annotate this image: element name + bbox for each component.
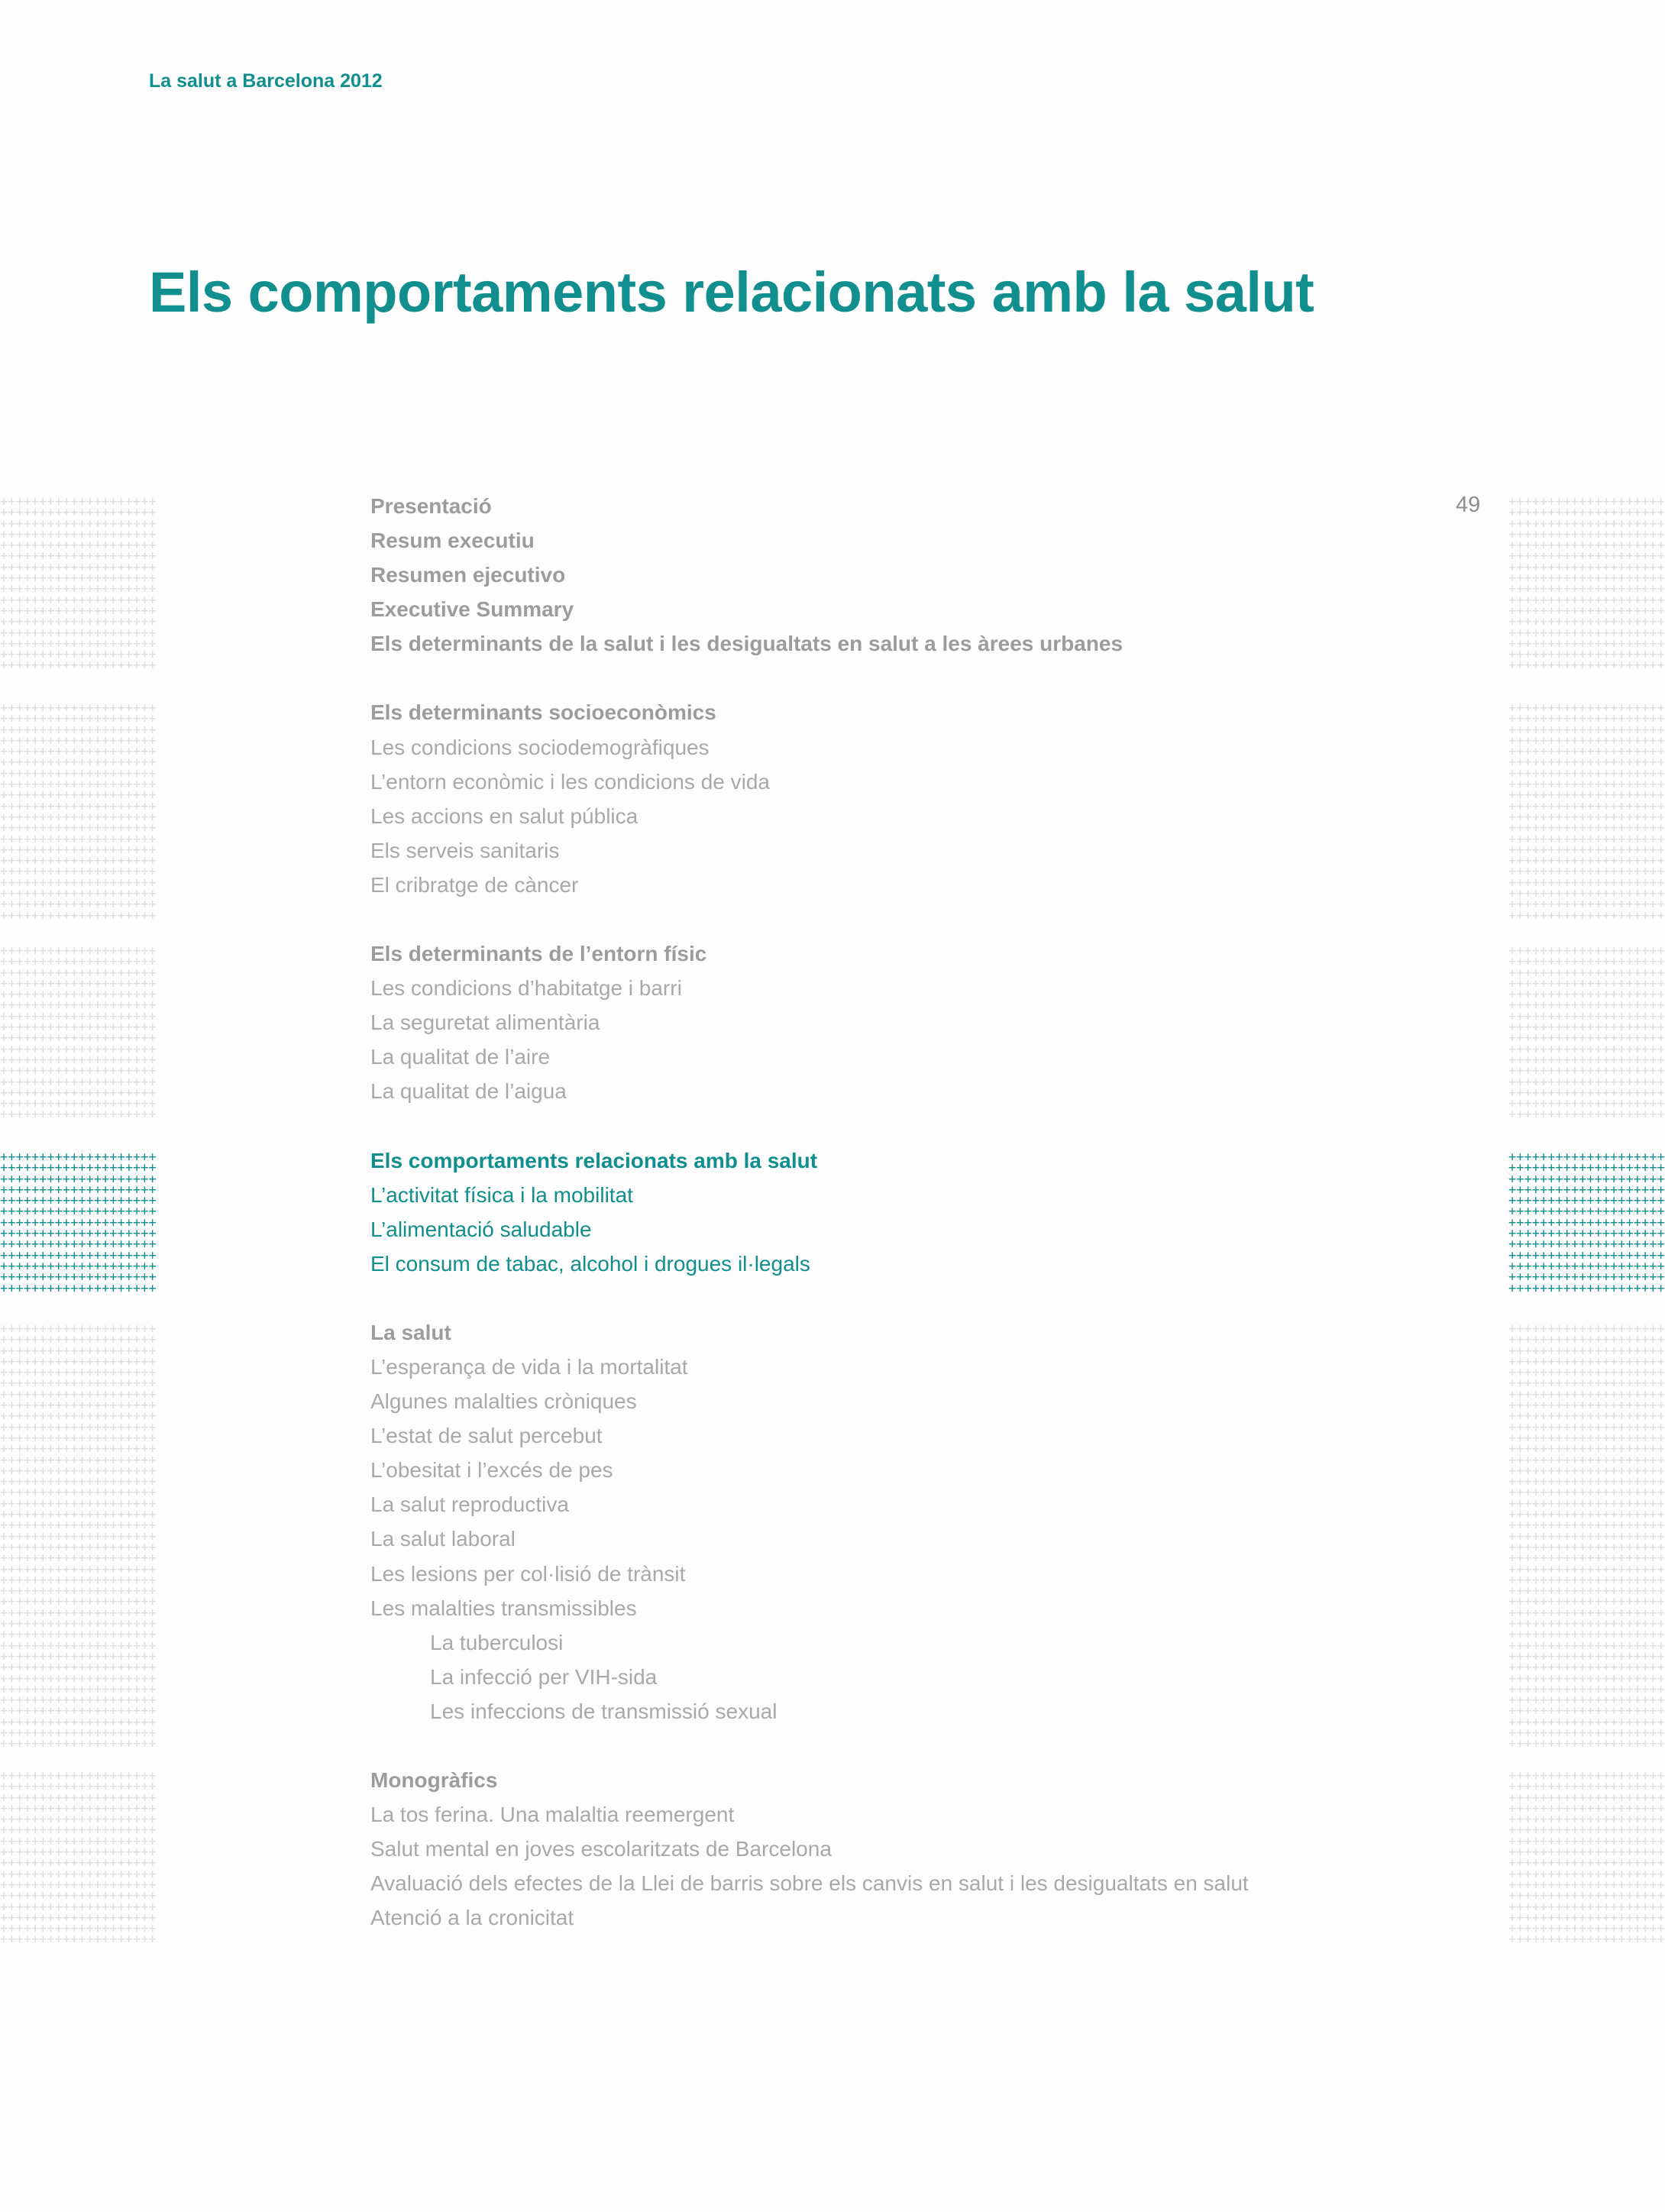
plus-pattern-left-intro: ++++++++++++++++++++ ++++++++++++++++++++ ++++++++++++++++++++ ++++++++++++++++++++ ++++++++++++++++++++ ++++++++++++++++++++ ++++++++++++++++++++ ++++++++++++++++++++ ++++++++++++++++++++ ++++++++++++++++++++ ++++++++++++++++++++ ++++++++++++++++++++ ++++++++++++++++++++ ++++++++++++++++++++ ++++++++++++++++++++ ++++++++++++++++++++ <box>0 494 157 674</box>
toc-item[interactable]: Atenció a la cronicitat <box>370 1906 574 1930</box>
toc-item[interactable]: L’alimentació saludable <box>370 1217 592 1241</box>
toc-section-heading[interactable]: Els comportaments relacionats amb la salut <box>370 1148 818 1172</box>
toc-subitem[interactable]: La infecció per VIH-sida <box>430 1664 658 1689</box>
plus-pattern-left-health: ++++++++++++++++++++ ++++++++++++++++++++ ++++++++++++++++++++ ++++++++++++++++++++ ++++++++++++++++++++ ++++++++++++++++++++ ++++++++++++++++++++ ++++++++++++++++++++ ++++++++++++++++++++ ++++++++++++++++++++ ++++++++++++++++++++ ++++++++++++++++++++ ++++++++++++++++++++ ++++++++++++++++++++ ++++++++++++++++++++ ++++++++++++++++++++ ++++++++++++++++++++ ++++++++++++++++++++ ++++++++++++++++++++ ++++++++++++++++++++ ++++++++++++++++++++ ++++++++++++++++++++ ++++++++++++++++++++ ++++++++++++++++++++ ++++++++++++++++++++ ++++++++++++++++++++ ++++++++++++++++++++ ++++++++++++++++++++ ++++++++++++++++++++ ++++++++++++++++++++ ++++++++++++++++++++ ++++++++++++++++++++ ++++++++++++++++++++ ++++++++++++++++++++ ++++++++++++++++++++ ++++++++++++++++++++ ++++++++++++++++++++ ++++++++++++++++++++ ++++++++++++++++++++ <box>0 1321 157 1752</box>
plus-pattern-left-behaviours: ++++++++++++++++++++ ++++++++++++++++++++ ++++++++++++++++++++ ++++++++++++++++++++ ++++++++++++++++++++ ++++++++++++++++++++ ++++++++++++++++++++ ++++++++++++++++++++ ++++++++++++++++++++ ++++++++++++++++++++ ++++++++++++++++++++ ++++++++++++++++++++ ++++++++++++++++++++ <box>0 1150 157 1296</box>
toc-item[interactable]: Les malalties transmissibles <box>370 1596 637 1620</box>
toc-item[interactable]: El consum de tabac, alcohol i drogues il·legals <box>370 1251 810 1276</box>
toc-item[interactable]: La tos ferina. Una malaltia reemergent <box>370 1803 735 1827</box>
page-number: 49 <box>1456 493 1481 517</box>
toc-subitem[interactable]: La tuberculosi <box>430 1630 564 1654</box>
table-of-contents <box>370 489 1440 1969</box>
toc-item[interactable]: Les accions en salut pública <box>370 804 639 828</box>
toc-section-heading[interactable]: La salut <box>370 1320 451 1344</box>
toc-item[interactable]: Els determinants de la salut i les desigualtats en salut a les àrees urbanes <box>370 632 1123 656</box>
plus-pattern-right-health: ++++++++++++++++++++ ++++++++++++++++++++ ++++++++++++++++++++ ++++++++++++++++++++ ++++++++++++++++++++ ++++++++++++++++++++ ++++++++++++++++++++ ++++++++++++++++++++ ++++++++++++++++++++ ++++++++++++++++++++ ++++++++++++++++++++ ++++++++++++++++++++ ++++++++++++++++++++ ++++++++++++++++++++ ++++++++++++++++++++ ++++++++++++++++++++ ++++++++++++++++++++ ++++++++++++++++++++ ++++++++++++++++++++ ++++++++++++++++++++ ++++++++++++++++++++ ++++++++++++++++++++ ++++++++++++++++++++ ++++++++++++++++++++ ++++++++++++++++++++ ++++++++++++++++++++ ++++++++++++++++++++ ++++++++++++++++++++ ++++++++++++++++++++ ++++++++++++++++++++ ++++++++++++++++++++ ++++++++++++++++++++ ++++++++++++++++++++ ++++++++++++++++++++ ++++++++++++++++++++ ++++++++++++++++++++ ++++++++++++++++++++ ++++++++++++++++++++ ++++++++++++++++++++ <box>1508 1321 1665 1752</box>
chapter-title: Els comportaments relacionats amb la salut <box>149 260 1314 324</box>
toc-item[interactable]: L’estat de salut percebut <box>370 1424 603 1448</box>
toc-item[interactable]: La qualitat de l’aire <box>370 1045 551 1069</box>
toc-item[interactable]: Resumen ejecutivo <box>370 563 566 587</box>
toc-item[interactable]: La salut reproductiva <box>370 1492 569 1517</box>
toc-section-physical-environment <box>370 936 1440 1108</box>
toc-section-health <box>370 1315 1440 1729</box>
toc-section-intro <box>370 489 1440 661</box>
plus-pattern-left-monographs: ++++++++++++++++++++ ++++++++++++++++++++ ++++++++++++++++++++ ++++++++++++++++++++ ++++++++++++++++++++ ++++++++++++++++++++ ++++++++++++++++++++ ++++++++++++++++++++ ++++++++++++++++++++ ++++++++++++++++++++ ++++++++++++++++++++ ++++++++++++++++++++ ++++++++++++++++++++ ++++++++++++++++++++ ++++++++++++++++++++ ++++++++++++++++++++ <box>0 1768 157 1948</box>
toc-item[interactable]: Resum executiu <box>370 529 535 553</box>
plus-pattern-right-monographs: ++++++++++++++++++++ ++++++++++++++++++++ ++++++++++++++++++++ ++++++++++++++++++++ ++++++++++++++++++++ ++++++++++++++++++++ ++++++++++++++++++++ ++++++++++++++++++++ ++++++++++++++++++++ ++++++++++++++++++++ ++++++++++++++++++++ ++++++++++++++++++++ ++++++++++++++++++++ ++++++++++++++++++++ ++++++++++++++++++++ ++++++++++++++++++++ <box>1508 1768 1665 1948</box>
toc-section-heading[interactable]: Monogràfics <box>370 1768 498 1792</box>
toc-item[interactable]: L’esperança de vida i la mortalitat <box>370 1354 688 1379</box>
plus-pattern-right-physical: ++++++++++++++++++++ ++++++++++++++++++++ ++++++++++++++++++++ ++++++++++++++++++++ ++++++++++++++++++++ ++++++++++++++++++++ ++++++++++++++++++++ ++++++++++++++++++++ ++++++++++++++++++++ ++++++++++++++++++++ ++++++++++++++++++++ ++++++++++++++++++++ ++++++++++++++++++++ ++++++++++++++++++++ ++++++++++++++++++++ ++++++++++++++++++++ <box>1508 943 1665 1123</box>
toc-section-heading[interactable]: Els determinants de l’entorn físic <box>370 942 707 966</box>
toc-item[interactable]: El cribratge de càncer <box>370 872 579 897</box>
toc-item[interactable]: La qualitat de l’aigua <box>370 1079 567 1104</box>
running-header: La salut a Barcelona 2012 <box>149 70 383 92</box>
toc-item[interactable]: L’activitat física i la mobilitat <box>370 1182 633 1207</box>
toc-subitem[interactable]: Les infeccions de transmissió sexual <box>430 1699 778 1723</box>
toc-section-socioeconomics <box>370 695 1440 902</box>
toc-item[interactable]: La salut laboral <box>370 1527 516 1551</box>
toc-item[interactable]: L’obesitat i l’excés de pes <box>370 1458 613 1483</box>
plus-pattern-left-socioeconomics: ++++++++++++++++++++ ++++++++++++++++++++ ++++++++++++++++++++ ++++++++++++++++++++ ++++++++++++++++++++ ++++++++++++++++++++ ++++++++++++++++++++ ++++++++++++++++++++ ++++++++++++++++++++ ++++++++++++++++++++ ++++++++++++++++++++ ++++++++++++++++++++ ++++++++++++++++++++ ++++++++++++++++++++ ++++++++++++++++++++ ++++++++++++++++++++ ++++++++++++++++++++ ++++++++++++++++++++ ++++++++++++++++++++ ++++++++++++++++++++ <box>0 700 157 923</box>
toc-item[interactable]: Les lesions per col·lisió de trànsit <box>370 1561 686 1586</box>
plus-pattern-right-intro: ++++++++++++++++++++ ++++++++++++++++++++ ++++++++++++++++++++ ++++++++++++++++++++ ++++++++++++++++++++ ++++++++++++++++++++ ++++++++++++++++++++ ++++++++++++++++++++ ++++++++++++++++++++ ++++++++++++++++++++ ++++++++++++++++++++ ++++++++++++++++++++ ++++++++++++++++++++ ++++++++++++++++++++ ++++++++++++++++++++ ++++++++++++++++++++ <box>1508 494 1665 674</box>
toc-item[interactable]: Les condicions sociodemogràfiques <box>370 735 710 759</box>
toc-item[interactable]: Presentació <box>370 494 492 518</box>
toc-item[interactable]: Avaluació dels efectes de la Llei de barris sobre els canvis en salut i les desigualtats en salut <box>370 1871 1249 1896</box>
toc-item[interactable]: Els serveis sanitaris <box>370 838 560 862</box>
toc-item[interactable]: Executive Summary <box>370 597 574 622</box>
toc-section-heading[interactable]: Els determinants socioeconòmics <box>370 700 716 725</box>
plus-pattern-right-behaviours: ++++++++++++++++++++ ++++++++++++++++++++ ++++++++++++++++++++ ++++++++++++++++++++ ++++++++++++++++++++ ++++++++++++++++++++ ++++++++++++++++++++ ++++++++++++++++++++ ++++++++++++++++++++ ++++++++++++++++++++ ++++++++++++++++++++ ++++++++++++++++++++ ++++++++++++++++++++ <box>1508 1150 1665 1296</box>
toc-item[interactable]: Les condicions d’habitatge i barri <box>370 976 682 1001</box>
toc-item[interactable]: La seguretat alimentària <box>370 1011 600 1035</box>
toc-section-behaviours-current <box>370 1143 1440 1281</box>
plus-pattern-left-physical: ++++++++++++++++++++ ++++++++++++++++++++ ++++++++++++++++++++ ++++++++++++++++++++ ++++++++++++++++++++ ++++++++++++++++++++ ++++++++++++++++++++ ++++++++++++++++++++ ++++++++++++++++++++ ++++++++++++++++++++ ++++++++++++++++++++ ++++++++++++++++++++ ++++++++++++++++++++ ++++++++++++++++++++ ++++++++++++++++++++ ++++++++++++++++++++ <box>0 943 157 1123</box>
toc-item[interactable]: L’entorn econòmic i les condicions de vida <box>370 769 770 794</box>
toc-item[interactable]: Algunes malalties cròniques <box>370 1389 637 1414</box>
toc-section-monographs <box>370 1763 1440 1935</box>
plus-pattern-right-socioeconomics: ++++++++++++++++++++ ++++++++++++++++++++ ++++++++++++++++++++ ++++++++++++++++++++ ++++++++++++++++++++ ++++++++++++++++++++ ++++++++++++++++++++ ++++++++++++++++++++ ++++++++++++++++++++ ++++++++++++++++++++ ++++++++++++++++++++ ++++++++++++++++++++ ++++++++++++++++++++ ++++++++++++++++++++ ++++++++++++++++++++ ++++++++++++++++++++ ++++++++++++++++++++ ++++++++++++++++++++ ++++++++++++++++++++ ++++++++++++++++++++ <box>1508 700 1665 923</box>
toc-item[interactable]: Salut mental en joves escolaritzats de Barcelona <box>370 1837 832 1861</box>
